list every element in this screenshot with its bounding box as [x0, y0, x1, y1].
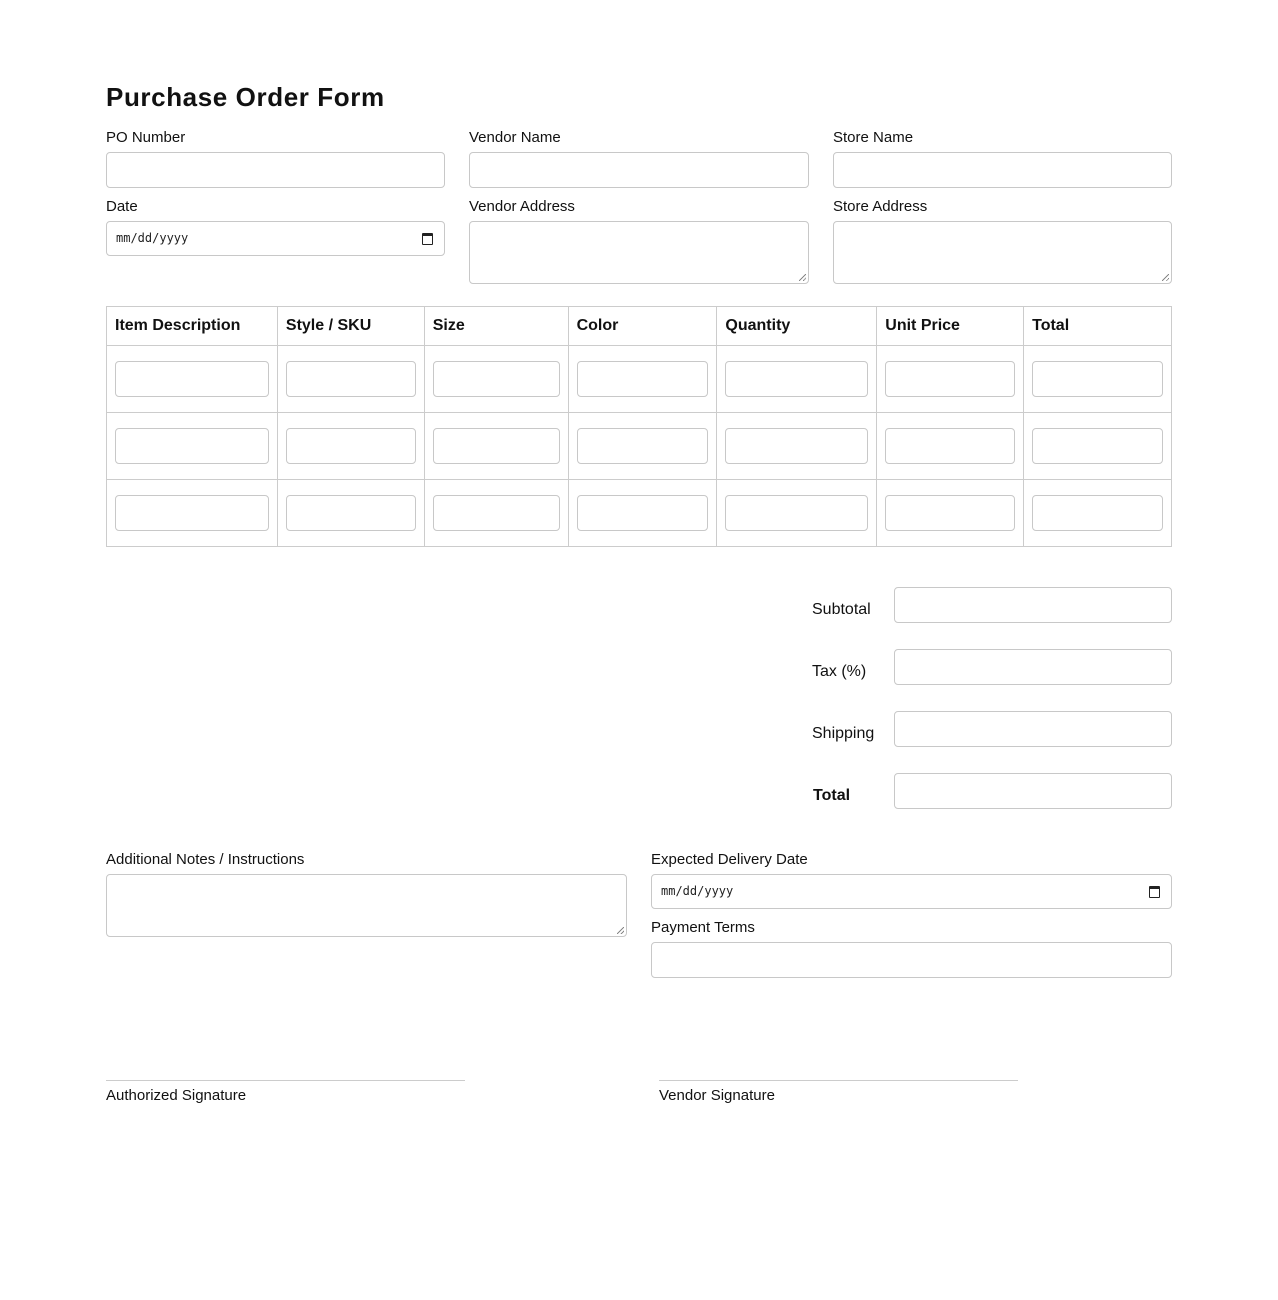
item-description-input[interactable] [115, 495, 269, 531]
quantity-input[interactable] [725, 428, 868, 464]
color-input[interactable] [577, 361, 709, 397]
shipping-input[interactable] [894, 711, 1172, 747]
table-cell [568, 413, 717, 480]
header-total: Total [1024, 307, 1172, 346]
store-name-label: Store Name [833, 129, 914, 146]
table-cell [877, 346, 1024, 413]
unit-price-input[interactable] [885, 428, 1015, 464]
page-title: Purchase Order Form [106, 82, 385, 112]
style-sku-input[interactable] [286, 361, 416, 397]
date-label: Date [106, 198, 138, 215]
style-sku-input[interactable] [286, 428, 416, 464]
table-cell [424, 480, 568, 547]
store-name-input[interactable] [833, 152, 1172, 188]
color-input[interactable] [577, 428, 709, 464]
tax-input[interactable] [894, 649, 1172, 685]
notes-label: Additional Notes / Instructions [106, 851, 305, 868]
table-cell [107, 480, 278, 547]
table-cell [277, 413, 424, 480]
table-cell [277, 480, 424, 547]
tax-label: Tax (%) [812, 663, 867, 680]
store-address-label: Store Address [833, 198, 928, 215]
table-row [107, 480, 1172, 547]
total-input[interactable] [1032, 361, 1163, 397]
po-number-label: PO Number [106, 129, 186, 146]
quantity-input[interactable] [725, 361, 868, 397]
table-cell [877, 413, 1024, 480]
table-cell [1024, 346, 1172, 413]
table-cell [424, 413, 568, 480]
total-input[interactable] [1032, 428, 1163, 464]
quantity-input[interactable] [725, 495, 868, 531]
delivery-date-placeholder: mm/dd/yyyy [661, 884, 734, 898]
delivery-date-label: Expected Delivery Date [651, 851, 808, 868]
total-label: Total [813, 787, 851, 804]
calendar-icon[interactable] [422, 233, 433, 245]
table-cell [568, 480, 717, 547]
total-input[interactable] [1032, 495, 1163, 531]
date-placeholder: mm/dd/yyyy [116, 231, 189, 245]
table-cell [107, 346, 278, 413]
items-table [106, 306, 1172, 547]
table-header-row [107, 307, 1172, 346]
payment-terms-label: Payment Terms [651, 919, 755, 936]
shipping-label: Shipping [812, 725, 875, 742]
table-cell [717, 346, 877, 413]
table-row [107, 413, 1172, 480]
po-number-input[interactable] [106, 152, 445, 188]
authorized-signature-line [106, 1080, 465, 1081]
vendor-signature-line [659, 1080, 1018, 1081]
table-row [107, 346, 1172, 413]
store-address-textarea[interactable] [833, 221, 1172, 284]
vendor-name-label: Vendor Name [469, 129, 561, 146]
vendor-signature-label: Vendor Signature [659, 1087, 775, 1104]
table-cell [568, 346, 717, 413]
header-style-sku: Style / SKU [277, 307, 424, 346]
table-cell [107, 413, 278, 480]
size-input[interactable] [433, 495, 560, 531]
table-cell [717, 413, 877, 480]
size-input[interactable] [433, 428, 560, 464]
item-description-input[interactable] [115, 428, 269, 464]
header-color: Color [568, 307, 717, 346]
vendor-address-textarea[interactable] [469, 221, 809, 284]
subtotal-label: Subtotal [812, 601, 871, 618]
delivery-date-input[interactable] [651, 874, 1172, 909]
header-quantity: Quantity [717, 307, 877, 346]
unit-price-input[interactable] [885, 495, 1015, 531]
table-cell [277, 346, 424, 413]
item-description-input[interactable] [115, 361, 269, 397]
payment-terms-input[interactable] [651, 942, 1172, 978]
table-cell [1024, 413, 1172, 480]
table-cell [877, 480, 1024, 547]
color-input[interactable] [577, 495, 709, 531]
total-input[interactable] [894, 773, 1172, 809]
notes-textarea[interactable] [106, 874, 627, 937]
size-input[interactable] [433, 361, 560, 397]
subtotal-input[interactable] [894, 587, 1172, 623]
unit-price-input[interactable] [885, 361, 1015, 397]
style-sku-input[interactable] [286, 495, 416, 531]
authorized-signature-label: Authorized Signature [106, 1087, 247, 1104]
vendor-address-label: Vendor Address [469, 198, 575, 215]
calendar-icon[interactable] [1149, 886, 1160, 898]
table-cell [424, 346, 568, 413]
table-cell [717, 480, 877, 547]
vendor-name-input[interactable] [469, 152, 809, 188]
header-size: Size [424, 307, 568, 346]
header-unit-price: Unit Price [877, 307, 1024, 346]
date-input[interactable] [106, 221, 445, 256]
table-cell [1024, 480, 1172, 547]
header-item-description: Item Description [107, 307, 278, 346]
